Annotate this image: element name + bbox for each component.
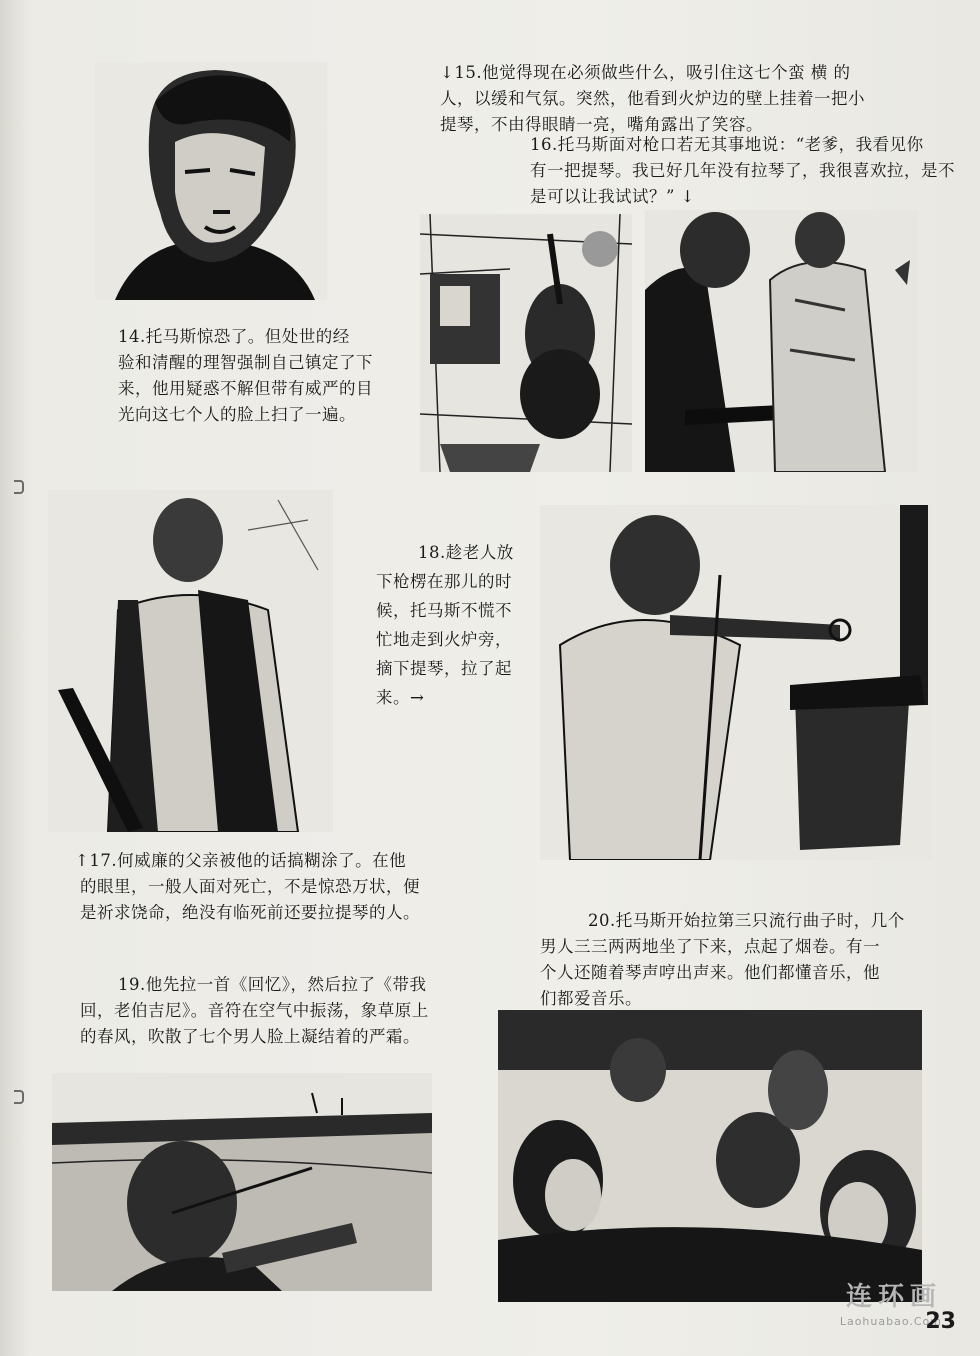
- caption-14: [118, 324, 373, 428]
- caption-18-line: 下枪楞在那儿的时: [376, 572, 512, 591]
- staple-mark: [14, 1090, 24, 1104]
- caption-16: [530, 132, 955, 210]
- caption-19-line: 的春风，吹散了七个男人脸上凝结着的严霜。: [80, 1027, 420, 1046]
- panel-20-illustration: [498, 1010, 922, 1302]
- panel-15-illustration: [420, 214, 632, 472]
- caption-16-line: 16.托马斯面对枪口若无其事地说：“老爹，我看见你: [530, 135, 924, 154]
- staple-mark: [14, 480, 24, 494]
- caption-18-line: 忙地走到火炉旁，: [376, 630, 512, 649]
- caption-20-line: 个人还随着琴声哼出声来。他们都懂音乐，他: [540, 963, 880, 982]
- caption-14-line: 验和清醒的理智强制自己镇定了下: [118, 353, 373, 372]
- caption-18: [376, 538, 514, 712]
- caption-15-line: 提琴，不由得眼睛一亮，嘴角露出了笑容。: [440, 115, 763, 134]
- watermark-logo: 连环画: [845, 1282, 942, 1312]
- caption-18-line: 摘下提琴，拉了起: [376, 659, 512, 678]
- caption-20-line: 20.托马斯开始拉第三只流行曲子时，几个: [588, 911, 905, 930]
- caption-20: [540, 908, 905, 1012]
- caption-17-line: ↑17.何威廉的父亲被他的话搞糊涂了。在他: [75, 851, 407, 870]
- caption-14-line: 光向这七个人的脸上扫了一遍。: [118, 405, 356, 424]
- caption-18-line: 候，托马斯不慌不: [376, 601, 512, 620]
- caption-15-line: ↓15.他觉得现在必须做些什么，吸引住这七个蛮 横 的: [440, 63, 851, 82]
- panel-18-illustration: [540, 505, 932, 860]
- caption-19-line: 19.他先拉一首《回忆》，然后拉了《带我: [118, 975, 427, 994]
- caption-17: [75, 848, 420, 926]
- caption-16-line: 有一把提琴。我已好几年没有拉琴了，我很喜欢拉，是不: [530, 161, 955, 180]
- caption-18-line: 18.趁老人放: [418, 543, 514, 562]
- caption-14-line: 来，他用疑惑不解但带有威严的目: [118, 379, 373, 398]
- caption-15: [440, 60, 865, 138]
- page-number: 23: [925, 1309, 956, 1334]
- caption-20-line: 男人三三两两地坐了下来，点起了烟卷。有一: [540, 937, 880, 956]
- panel-16-illustration: [645, 210, 918, 472]
- caption-19: [80, 972, 429, 1050]
- caption-14-line: 14.托马斯惊恐了。但处世的经: [118, 327, 350, 346]
- caption-20-line: 们都爱音乐。: [540, 989, 642, 1008]
- panel-14-illustration: [95, 62, 327, 300]
- caption-16-line: 是可以让我试试？” ↓: [530, 187, 696, 206]
- panel-19-illustration: [52, 1073, 432, 1291]
- caption-19-line: 回，老伯吉尼》。音符在空气中振荡，象草原上: [80, 1001, 429, 1020]
- caption-15-line: 人，以缓和气氛。突然，他看到火炉边的壁上挂着一把小: [440, 89, 865, 108]
- caption-17-line: 的眼里，一般人面对死亡，不是惊恐万状，便: [80, 877, 420, 896]
- panel-17-illustration: [48, 490, 333, 832]
- watermark-url: Laohuabao.Com: [839, 1315, 942, 1328]
- caption-17-line: 是祈求饶命，绝没有临死前还要拉提琴的人。: [80, 903, 420, 922]
- caption-18-line: 来。→: [376, 688, 425, 707]
